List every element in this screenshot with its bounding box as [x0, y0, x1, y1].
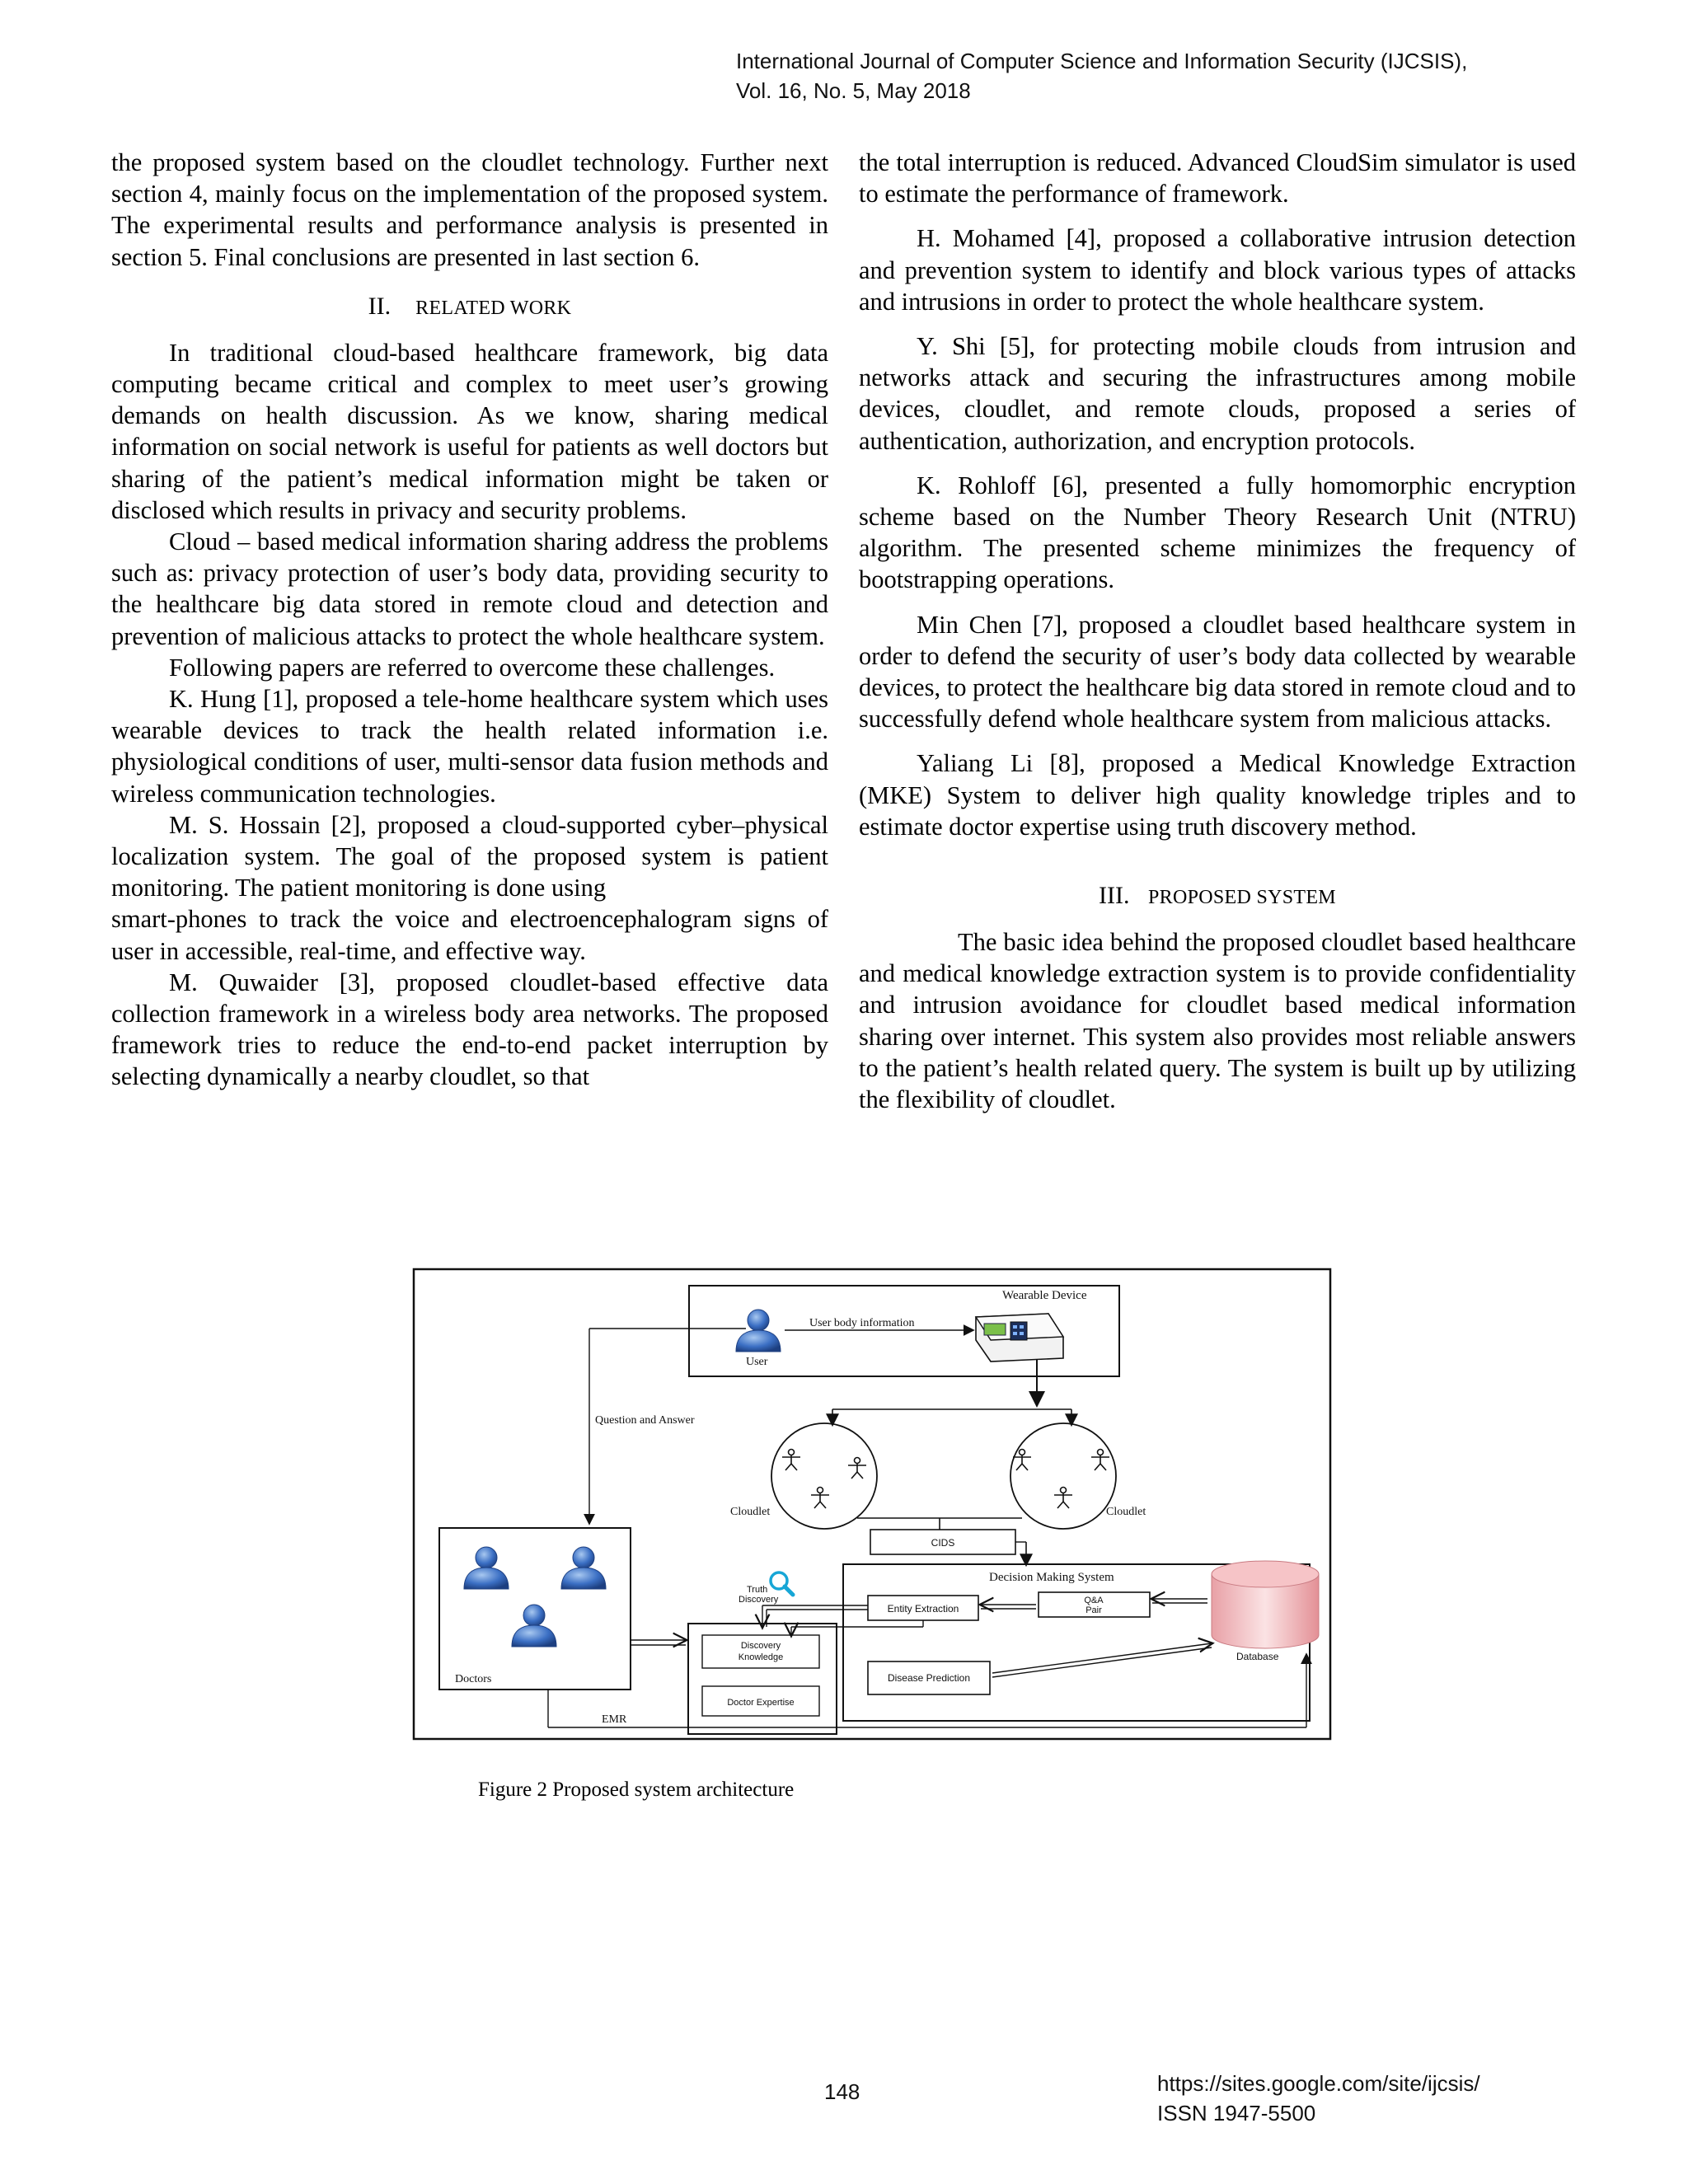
- section-heading-proposed-system: [859, 880, 1576, 913]
- paragraph: Following papers are referred to overcome these challenges.: [169, 653, 776, 682]
- paragraph: Yaliang Li [8], proposed a Medical Knowledge Extraction (MKE) System to deliver high quality knowledge triples and to estimate doctor expertise using truth discovery method.: [859, 749, 1576, 841]
- qa-pair-label: Pair: [1085, 1605, 1102, 1615]
- architecture-diagram: [412, 1268, 1332, 1746]
- disease-prediction-label: Disease Prediction: [887, 1672, 971, 1684]
- wearable-device-icon: [976, 1314, 1063, 1361]
- decision-making-system-label: Decision Making System: [989, 1571, 1114, 1584]
- architecture-figure: [412, 1268, 1332, 1746]
- discovery-knowledge-label: Knowledge: [738, 1652, 784, 1662]
- paragraph: the proposed system based on the cloudlet technology. Further next section 4, mainly focus on the implementation of the proposed system. The experimental results and performance analysis is presented in section 5. Final conclusions are presented in last section 6.: [111, 148, 828, 271]
- qa-pair-label: Q&A: [1084, 1596, 1104, 1605]
- database-label: Database: [1236, 1651, 1279, 1662]
- user-body-information-label: User body information: [809, 1317, 915, 1329]
- doctor-expertise-label: Doctor Expertise: [727, 1698, 795, 1708]
- issn: ISSN 1947-5500: [1157, 2101, 1316, 2125]
- truth-discovery-label: Discovery: [738, 1595, 779, 1605]
- paragraph: M. S. Hossain [2], proposed a cloud-supported cyber–physical localization system. The goal of the proposed system is patient monitoring. The patient monitoring is done using: [111, 810, 828, 902]
- truth-discovery-label: Truth: [747, 1585, 768, 1595]
- paragraph: Cloud – based medical information sharing address the problems such as: privacy protection of user’s body data, providing security to the healthcare big data stored in remote cloud and detection and prevention of malicious attacks to protect the whole healthcare system.: [111, 527, 828, 650]
- database-icon: [1212, 1561, 1319, 1648]
- left-column: [111, 147, 828, 1093]
- section-number: II.: [368, 292, 392, 320]
- paragraph: M. Quwaider [3], proposed cloudlet-based effective data collection framework in a wireless body area networks. The proposed framework tries to reduce the end-to-end packet interruption by selecting dynamically a nearby cloudlet, so that: [111, 968, 828, 1091]
- paragraph: the total interruption is reduced. Advanced CloudSim simulator is used to estimate the performance of framework.: [859, 148, 1576, 209]
- figure-caption: Figure 2 Proposed system architecture: [478, 1779, 795, 1801]
- discovery-knowledge-box: [702, 1635, 819, 1668]
- doctors-label: Doctors: [455, 1673, 492, 1685]
- paragraph: In traditional cloud-based healthcare framework, big data computing became critical and complex to meet user’s growing demands on health discussion. As we know, sharing medical information on social network is useful for patients as well doctors but sharing of the patient’s medical information might be taken or disclosed which results in privacy and security problems.: [111, 338, 828, 524]
- paragraph: K. Rohloff [6], presented a fully homomorphic encryption scheme based on the Number Theory Research Unit (NTRU) algorithm. The presented scheme minimizes the frequency of bootstrapping operations.: [859, 471, 1576, 594]
- entity-extraction-label: Entity Extraction: [887, 1603, 959, 1615]
- section-number: III.: [1099, 882, 1130, 910]
- discovery-knowledge-label: Discovery: [740, 1641, 781, 1651]
- cloudlet-right-label: Cloudlet: [1106, 1506, 1146, 1518]
- cids-label: CIDS: [931, 1537, 955, 1549]
- paragraph: smart-phones to track the voice and electroencephalogram signs of user in accessible, real-time, and effective way.: [111, 905, 828, 965]
- paragraph: Min Chen [7], proposed a cloudlet based healthcare system in order to defend the security of user’s body data collected by wearable devices, to protect the healthcare big data stored in remote cloud and to successfully defend whole healthcare system from malicious attacks.: [859, 610, 1576, 733]
- wearable-device-label: Wearable Device: [1002, 1289, 1087, 1302]
- question-and-answer-label: Question and Answer: [595, 1414, 695, 1427]
- section-title: PROPOSED SYSTEM: [1148, 887, 1336, 909]
- emr-label: EMR: [602, 1713, 627, 1726]
- running-header: [736, 46, 1643, 105]
- user-label: User: [746, 1356, 768, 1368]
- paragraph: H. Mohamed [4], proposed a collaborative intrusion detection and prevention system to identify and block various types of attacks and intrusions in order to protect the whole healthcare system.: [859, 224, 1576, 316]
- footer-info: [1157, 2069, 1480, 2128]
- journal-volume: Vol. 16, No. 5, May 2018: [736, 78, 971, 103]
- right-column: [859, 147, 1576, 1115]
- paragraph: Y. Shi [5], for protecting mobile clouds from intrusion and networks attack and securing the infrastructures among mobile devices, cloudlet, and remote clouds, proposed a series of authentication, authorization, and encryption protocols.: [859, 332, 1576, 455]
- section-heading-related-work: [111, 291, 828, 324]
- journal-name: International Journal of Computer Science and Information Security (IJCSIS),: [736, 49, 1468, 73]
- page-number: 148: [824, 2079, 860, 2104]
- cloudlet-left-label: Cloudlet: [730, 1506, 771, 1518]
- journal-url[interactable]: https://sites.google.com/site/ijcsis/: [1157, 2071, 1480, 2096]
- paragraph: The basic idea behind the proposed cloudlet based healthcare and medical knowledge extraction system is to provide confidentiality and intrusion avoidance for cloudlet based medical information sharing over internet. This system also provides most reliable answers to the patient’s health related query. The system is built up by utilizing the flexibility of cloudlet.: [859, 928, 1576, 1114]
- section-title: RELATED WORK: [415, 297, 572, 319]
- paragraph: K. Hung [1], proposed a tele-home healthcare system which uses wearable devices to track the health related information i.e. physiological conditions of user, multi-sensor data fusion methods and wireless communication technologies.: [111, 685, 828, 808]
